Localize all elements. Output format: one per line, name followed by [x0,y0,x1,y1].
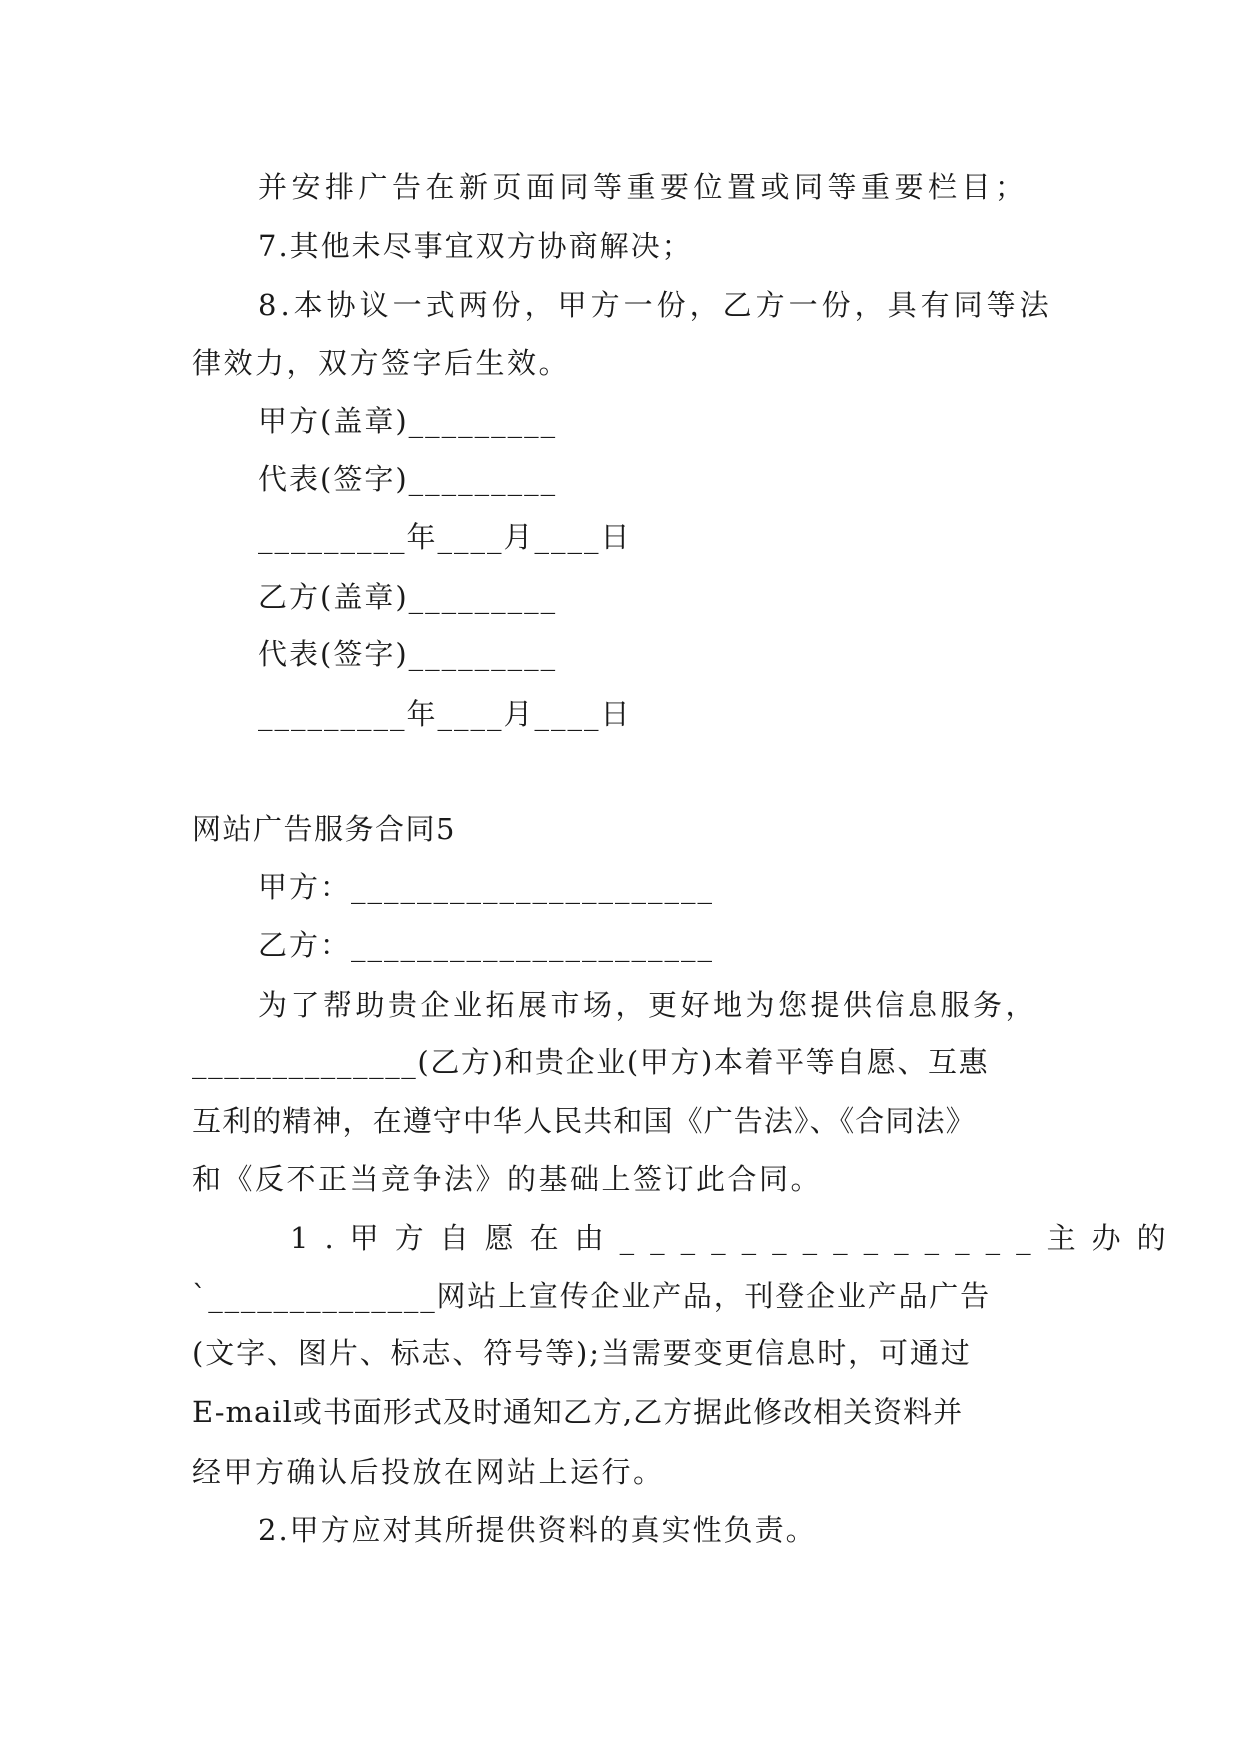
preamble-line-4: 和《反不正当竞争法》的基础上签订此合同。 [192,1162,823,1196]
party-a-field: 甲方：______________________ [258,870,715,904]
party-b-seal-line: 乙方(盖章)_________ [258,580,558,614]
clause-6-continuation: 并安排广告在新页面同等重要位置或同等重要栏目； [258,170,1029,204]
clause-7: 7.其他未尽事宜双方协商解决； [258,229,693,263]
clause-8: 8.本协议一式两份，甲方一份，乙方一份，具有同等法 [258,288,1053,322]
party-a-date-line: _________年____月____日 [258,520,632,554]
party-b-field: 乙方：______________________ [258,928,715,962]
clause-8-continuation: 律效力，双方签字后生效。 [192,346,571,380]
contract-title: 网站广告服务合同5 [192,812,456,846]
clause-1-line-3: (文字、图片、标志、符号等);当需要变更信息时，可通过 [192,1336,972,1370]
party-a-seal-line: 甲方(盖章)_________ [258,404,558,438]
clause-1-line-5: 经甲方确认后投放在网站上运行。 [192,1455,665,1489]
clause-1-line-1: 1.甲方自愿在由______________主办的 [290,1221,1182,1255]
clause-2: 2.甲方应对其所提供资料的真实性负责。 [258,1513,817,1547]
party-b-representative-line: 代表(签字)_________ [258,637,558,671]
preamble-line-3: 互利的精神，在遵守中华人民共和国《广告法》、《合同法》 [192,1104,976,1138]
clause-1-line-2: `______________网站上宣传企业产品，刊登企业产品广告 [192,1279,991,1313]
party-a-representative-line: 代表(签字)_________ [258,462,558,496]
preamble-line-2: ______________(乙方)和贵企业(甲方)本着平等自愿、互惠 [192,1045,990,1079]
clause-1-line-4: E-mail或书面形式及时通知乙方,乙方据此修改相关资料并 [192,1395,964,1429]
preamble-line-1: 为了帮助贵企业拓展市场，更好地为您提供信息服务， [258,988,1039,1022]
party-b-date-line: _________年____月____日 [258,697,632,731]
